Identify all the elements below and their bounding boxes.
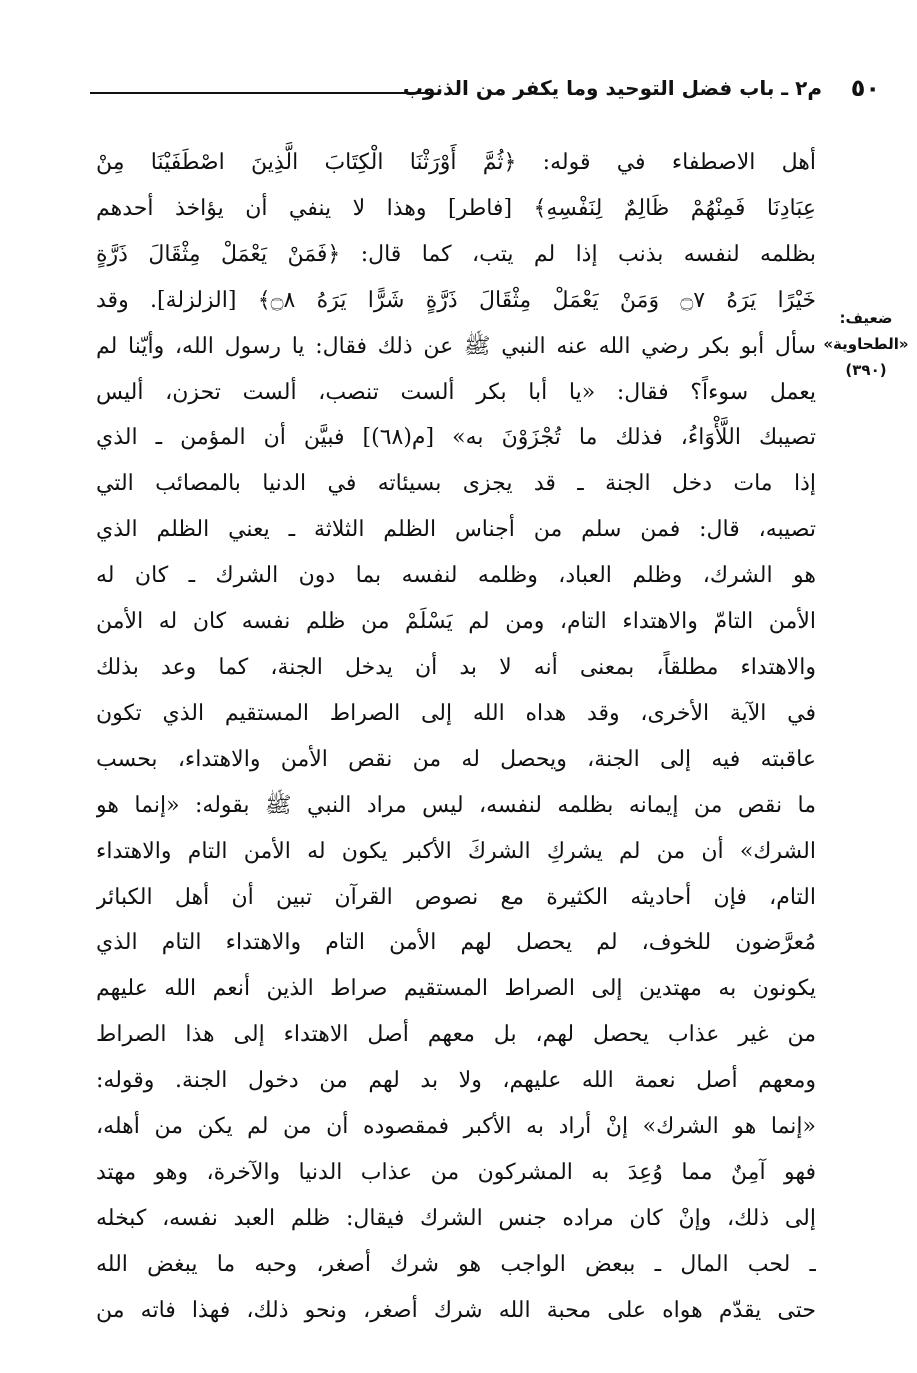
text-line: سأل أبو بكر رضي الله عنه النبي ﷺ عن ذلك فقال: يا رسول الله، وأيّنا لم [96,333,816,359]
text-line: بظلمه لنفسه بذنب إذا لم يتب، كما قال: ﴿فَمَنْ يَعْمَلْ مِثْقَالَ ذَرَّةٍ [96,241,816,267]
text-line: فهو آمِنٌ مما وُعِدَ به المشركون من عذاب الدنيا والآخرة، وهو مهتد [96,1159,816,1185]
page-number: ٥٠ [850,74,880,102]
text-line: ـ لحب المال ـ ببعض الواجب هو شرك أصغر، وحبه ما يبغض الله [96,1251,816,1277]
text-line: من غير عذاب يحصل لهم، بل معهم أصل الاهتداء إلى هذا الصراط [96,1022,816,1048]
running-title: م٢ ـ باب فضل التوحيد وما يكفر من الذنوب [402,76,822,100]
text-line: أهل الاصطفاء في قوله: ﴿ثُمَّ أَوْرَثْنَا الْكِتَابَ الَّذِينَ اصْطَفَيْنَا مِنْ [96,150,816,175]
body-text [96,140,816,1334]
text-line: عاقبته فيه إلى الجنة، ويحصل له من نقص الأمن والاهتداء، بحسب [96,746,816,772]
margin-note-number: (٣٩٠) [845,361,887,379]
text-line: خَيْرًا يَرَهُ ۝٧ وَمَنْ يَعْمَلْ مِثْقَالَ ذَرَّةٍ شَرًّا يَرَهُ ۝٨﴾ [الزلزلة]. وقد [96,287,816,313]
text-line: التام، فإن أحاديثه الكثيرة مع نصوص القرآن تبين أن أهل الكبائر [96,884,816,910]
margin-note [822,305,910,383]
text-line: الشرك» أن من لم يشركِ الشركَ الأكبر يكون له الأمن التام والاهتداء [96,838,816,864]
text-line: الأمن التامّ والاهتداء التام، ومن لم يَسْلَمْ من ظلم نفسه كان له الأمن [96,609,816,635]
text-line: يكونون به مهتدين إلى الصراط المستقيم صراط الذين أنعم الله عليهم [96,976,816,1002]
text-line: يعمل سوءاً؟ فقال: «يا أبا بكر ألست تنصب، ألست تحزن، أليس [96,379,816,405]
text-line: مُعرَّضون للخوف، لم يحصل لهم الأمن التام والاهتداء التام الذي [96,930,816,956]
margin-note-label: ضعيف: [839,309,893,327]
text-line: هو الشرك، وظلم العباد، وظلمه لنفسه بما دون الشرك ـ كان له [96,563,816,589]
text-line: ومعهم أصل نعمة الله عليهم، ولا بد لهم من دخول الجنة. وقوله: [96,1068,816,1094]
text-line: والاهتداء مطلقاً، بمعنى أنه لا بد أن يدخل الجنة، كما وعد بذلك [96,654,816,680]
text-line: ما نقص من إيمانه بظلمه لنفسه، ليس مراد النبي ﷺ بقوله: «إنما هو [96,792,816,818]
margin-note-source: «الطحاوية» [823,335,909,353]
text-line: عِبَادِنَا فَمِنْهُمْ ظَالِمٌ لِنَفْسِهِ﴾ [فاطر] وهذا لا ينفي أن يؤاخذ أحدهم [96,195,816,221]
text-line: في الآية الأخرى، وقد هداه الله إلى الصراط المستقيم الذي تكون [96,700,816,726]
text-line: إلى ذلك، وإنْ كان مراده جنس الشرك فيقال: ظلم العبد نفسه، كبخله [96,1205,816,1231]
text-line: تصيبه، قال: فمن سلم من أجناس الظلم الثلاثة ـ يعني الظلم الذي [96,517,816,543]
text-line: تصيبك اللَّأْوَاءُ، فذلك ما تُجْزَوْنَ به» [م(٦٨)] فبيَّن أن المؤمن ـ الذي [96,425,816,451]
header-rule [90,92,430,94]
text-line: «إنما هو الشرك» إنْ أراد به الأكبر فمقصوده أن من لم يكن من أهله، [96,1114,816,1140]
text-line: حتى يقدّم هواه على محبة الله شرك أصغر، ونحو ذلك، فهذا فاته من [96,1297,816,1323]
page-header [90,72,880,114]
text-line: إذا مات دخل الجنة ـ قد يجزى بسيئاته في الدنيا بالمصائب التي [96,471,816,497]
